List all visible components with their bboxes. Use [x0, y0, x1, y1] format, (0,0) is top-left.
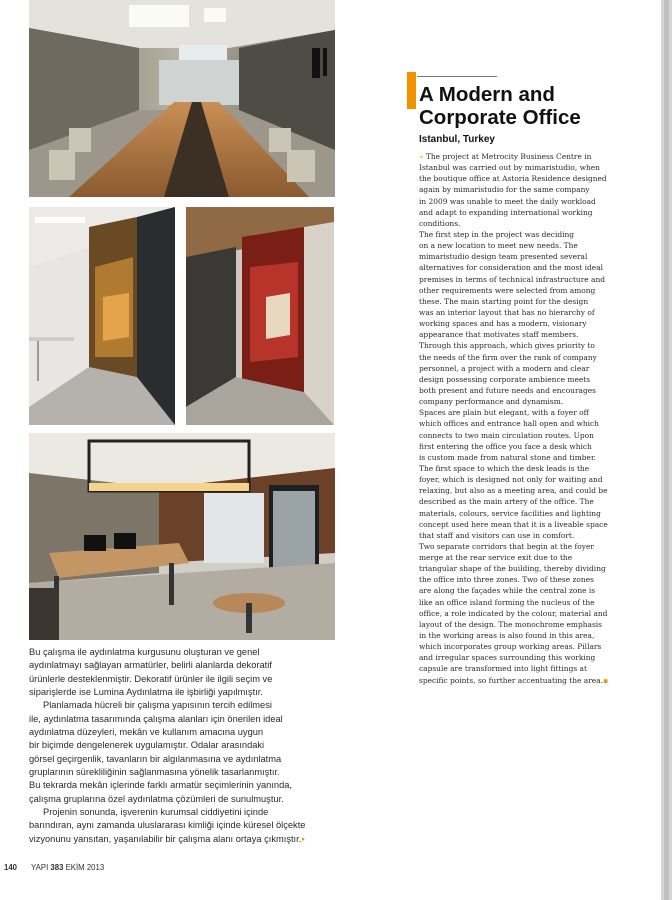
- issue-number: 383: [50, 863, 64, 872]
- english-line: concept used here mean that it is a liveable space: [419, 519, 608, 529]
- title-accent-bar: [407, 72, 416, 109]
- english-line: mimaristudio design team presented several: [419, 252, 588, 262]
- english-line: specific points, so further accentuating the area.▪: [419, 675, 609, 685]
- turkish-line: görsel geçirgenlik, tavanların bir algılanmasına ve aydınlatma: [29, 753, 282, 764]
- orange-square-icon: ▪: [603, 675, 609, 685]
- english-line: triangular shape of the building, thereby dividing: [419, 564, 606, 574]
- turkish-line: Bu çalışma ile aydınlatma kurgusunu oluşturan ve genel: [29, 647, 260, 657]
- english-line: design possessing corporate ambience meets: [419, 374, 591, 384]
- corridor-right-photo: [186, 207, 334, 425]
- conference-room-photo: [29, 0, 335, 197]
- magazine-name: YAPI: [31, 863, 49, 872]
- english-line: which incorporates group working areas. Pillars: [419, 642, 602, 652]
- corridor-left-photo: [29, 207, 175, 425]
- english-line: which offices and entrance hall open and which: [419, 419, 599, 429]
- english-line: like an office island forming the nucleus of the: [419, 597, 595, 607]
- english-line: other requirements were selected from among: [419, 285, 596, 295]
- turkish-body: [29, 646, 329, 846]
- orange-square-icon: ▪: [301, 833, 305, 844]
- title-line-2: Corporate Office: [419, 106, 581, 129]
- issue-date: EKİM 2013: [65, 863, 105, 872]
- english-line: The first space to which the desk leads is the: [419, 463, 590, 473]
- english-line: is custom made from natural stone and timber.: [419, 452, 597, 462]
- english-line: conditions.: [419, 218, 461, 228]
- english-line: Istanbul was carried out by mimaristudio, when: [419, 163, 600, 173]
- turkish-line: barındıran, aynı zamanda uluslararası kimliği içinde küresel ölçekte: [29, 820, 306, 831]
- turkish-line: aydınlatmayı sağlayan armatürler, belirli alanlarda dekoratif: [29, 660, 272, 671]
- english-line: personnel, a project with a modern and clear: [419, 363, 590, 373]
- english-line: materials, colours, service facilities and lighting: [419, 508, 601, 518]
- english-line: Two separate corridors that begin at the foyer: [419, 541, 594, 551]
- page-number: 140: [4, 863, 18, 872]
- english-line: The first step in the project was deciding: [419, 229, 575, 239]
- english-line: on a new location to meet new needs. The: [419, 241, 578, 251]
- article-title: [419, 83, 619, 129]
- english-line: that staff and visitors can use in comfort.: [419, 530, 575, 540]
- english-line: the needs of the firm over the rank of company: [419, 352, 597, 362]
- english-line: working spaces and has a modern, visionary: [419, 319, 587, 329]
- english-line: and adapt to expanding international working: [419, 207, 593, 217]
- executive-office-photo: [29, 433, 335, 640]
- english-body: [419, 151, 631, 686]
- english-line: Spaces are plain but elegant, with a foyer off: [419, 408, 589, 418]
- english-line: connects to two main circulation routes. Upon: [419, 430, 594, 440]
- turkish-line: Projenin sonunda, işverenin kurumsal ciddiyetini içinde: [43, 807, 269, 818]
- title-rule: [417, 76, 497, 77]
- turkish-line: siparişlerde ise Lumina Aydınlatma ile işbirliği yapılmıştır.: [29, 687, 263, 698]
- english-line: » The project at Metrocity Business Centre in: [419, 152, 592, 161]
- turkish-line: gruplarının sürekliliğinin sağlanmasına yönelik tasarlanmıştır.: [29, 767, 280, 778]
- turkish-line: Planlamada hücreli bir çalışma yapısının tercih edilmesi: [43, 700, 272, 711]
- english-line: merge at the rear service exit due to the: [419, 553, 573, 563]
- english-line: the boutique office at Astoria Residence designed: [419, 174, 607, 184]
- english-line: foyer, which is designed not only for waiting and: [419, 475, 603, 485]
- english-line: are along the façades while the central zone is: [419, 586, 596, 596]
- english-line: company performance and dynamism.: [419, 397, 564, 407]
- english-line: premises in terms of technical infrastructure and: [419, 274, 606, 284]
- english-line: first entering the office you face a desk which: [419, 441, 592, 451]
- page-footer: [4, 863, 104, 872]
- turkish-line: bir biçimde dengelenerek uygulamıştır. Odalar arasındaki: [29, 740, 265, 751]
- english-line: capsule are transformed into light fittings at: [419, 664, 587, 674]
- english-line: and irregular spaces surrounding this working: [419, 653, 596, 663]
- turkish-line: ile, aydınlatma tasarımında çalışma alanları için önerilen ideal: [29, 713, 283, 724]
- english-line: office, a role indicated by the colour, material and: [419, 608, 608, 618]
- english-line: alternatives for consideration and the most ideal: [419, 263, 604, 273]
- double-chevron-icon: »: [419, 152, 426, 161]
- article-location: Istanbul, Turkey: [419, 134, 495, 145]
- turkish-line: aydınlatma düzeyleri, mekân ve kullanım amacına uygun: [29, 727, 264, 738]
- english-line: was an interior layout that has no hierarchy of: [419, 307, 595, 317]
- english-line: in the working areas is also found in this area,: [419, 631, 595, 641]
- english-line: layout of the design. The monochrome emphasis: [419, 619, 602, 629]
- english-line: the office into three zones. Two of these zones: [419, 575, 594, 585]
- english-line: Through this approach, which gives priority to: [419, 341, 595, 351]
- english-line: in 2009 was unable to meet the daily workload: [419, 196, 596, 206]
- english-line: described as the main artery of the office. The: [419, 497, 594, 507]
- english-line: appearance that motivates staff members.: [419, 330, 579, 340]
- turkish-line: ürünlerle desteklenmiştir. Dekoratif ürünler ile ilgili seçim ve: [29, 673, 273, 684]
- english-line: again by mimaristudio for the same company: [419, 185, 590, 195]
- english-line: both present and future needs and encourages: [419, 385, 596, 395]
- title-line-1: A Modern and: [419, 83, 555, 106]
- turkish-line: Bu tekrarda mekân içlerinde farklı armatür seçimlerinin yanında,: [29, 780, 293, 791]
- page-gutter: [661, 0, 672, 900]
- english-line: these. The main starting point for the design: [419, 296, 589, 306]
- english-line: relaxing, but also as a meeting area, and could be: [419, 486, 608, 496]
- turkish-line: çalışma gruplarına özel aydınlatma çözümleri de sunulmuştur.: [29, 793, 284, 804]
- turkish-line: vizyonunu yansıtan, yaşanılabilir bir çalışma alanı ortaya çıkmıştır.▪: [29, 833, 305, 844]
